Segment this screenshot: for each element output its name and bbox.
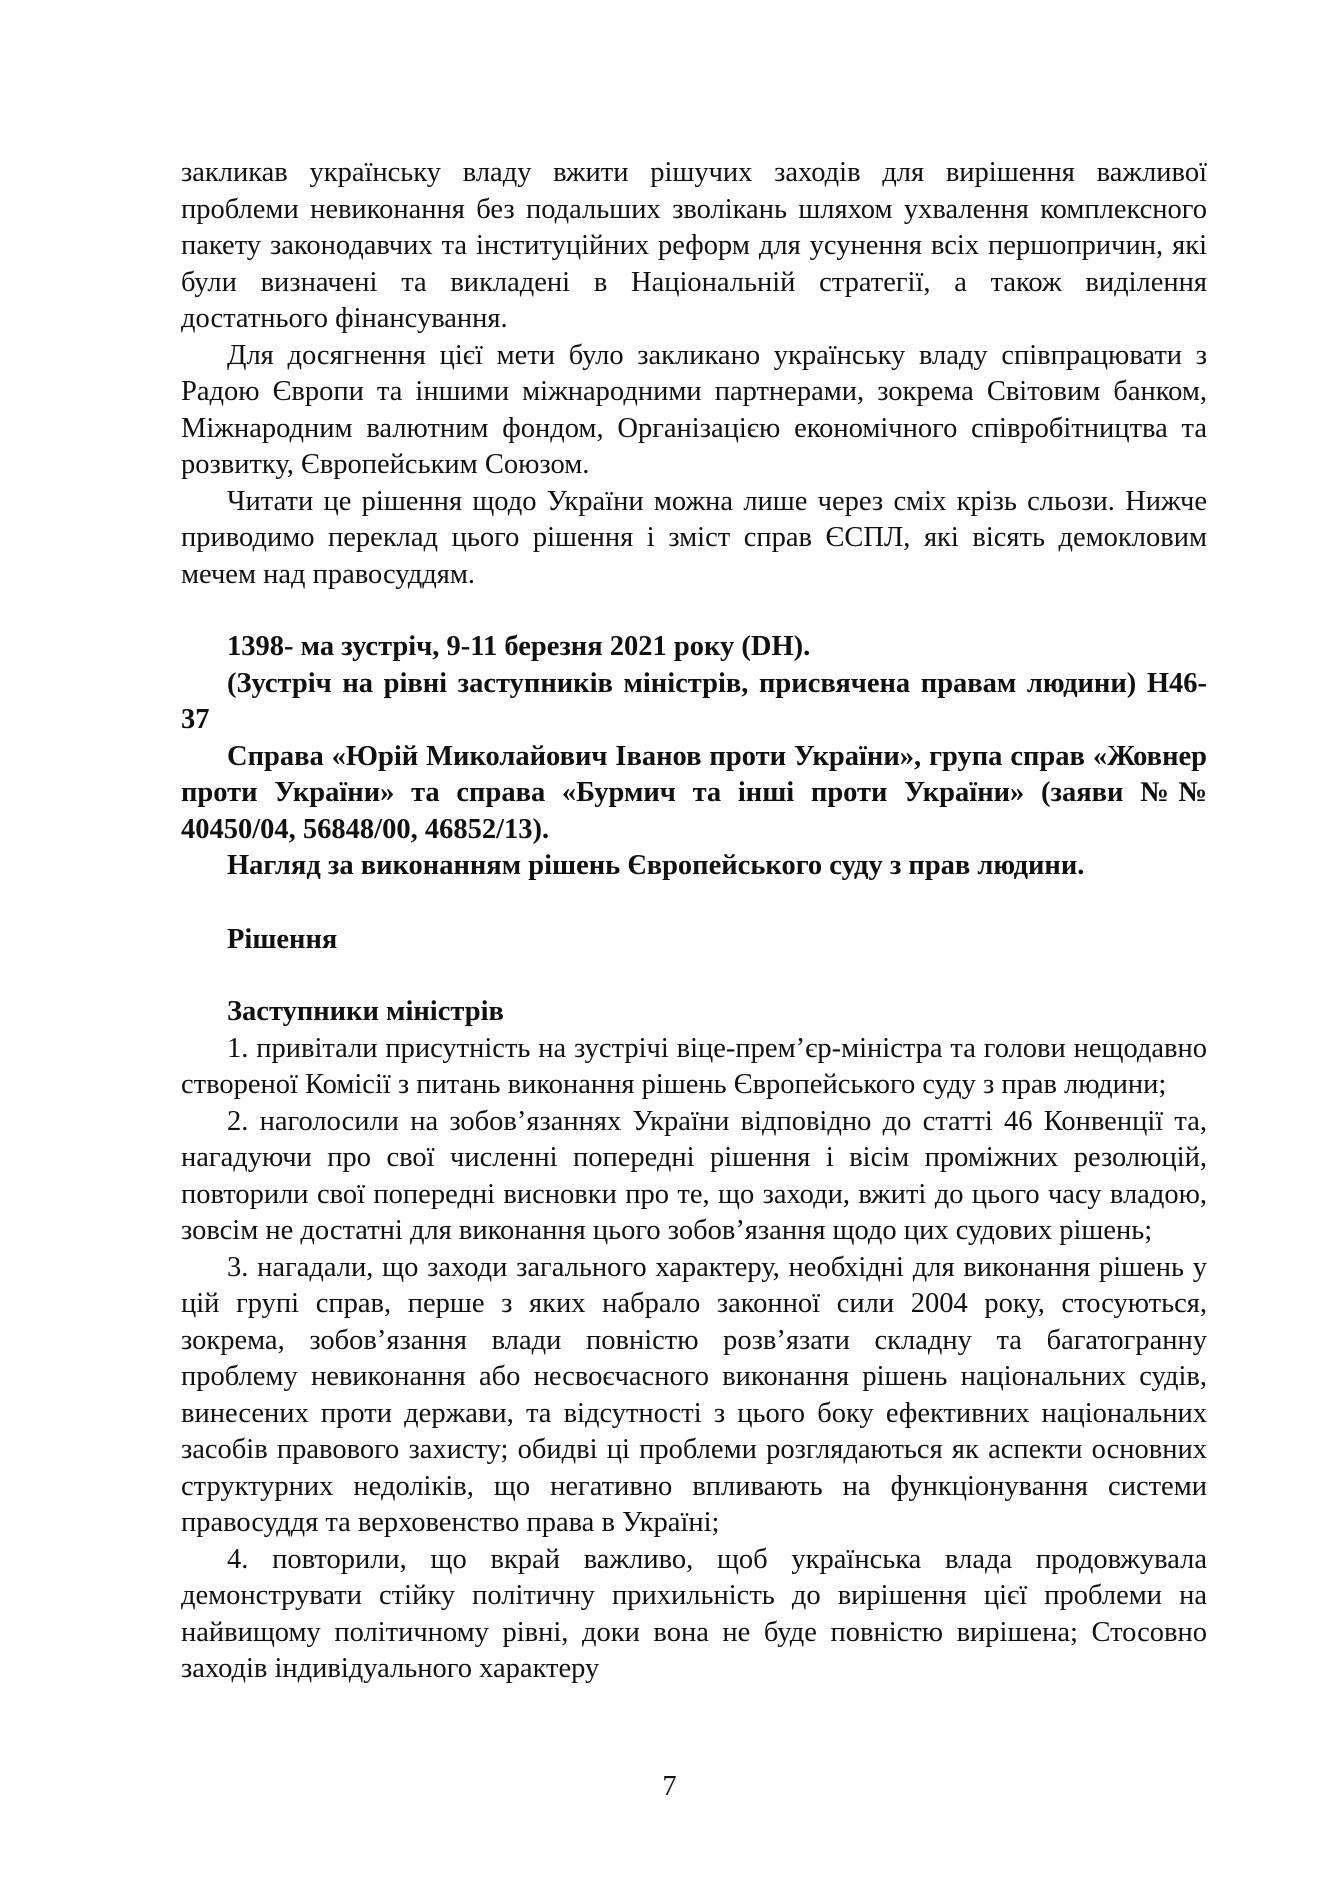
supervision-line: Нагляд за виконанням рішень Європейського суду з прав людини.	[227, 850, 1085, 881]
paragraph-intro-cooperation: Для досягнення цієї мети було закликано українську владу співпрацювати з Радою Європи та іншими міжнародними партнерами, зокрема Світовим банком, Міжнародним валютним фондом, Організацією економічного співробітництва та розвитку, Європейським Союзом.	[181, 339, 1207, 480]
document-body	[181, 155, 1207, 1688]
list-item: 2. наголосили на зобов’язаннях України відповідно до статті 46 Конвенції та, нагадуючи про свої численні попередні рішення і вісім проміжних резолюцій, повторили свої попередні висновки про те, що заходи, вжиті до цього часу владою, зовсім не достатні для виконання цього зобов’язання щодо цих судових рішень;	[181, 1105, 1207, 1246]
case-line: Справа «Юрій Миколайович Іванов проти України», група справ «Жовнер проти України» та справа «Бурмич та інші проти України» (заяви №№ 40450/04, 56848/00, 46852/13).	[181, 740, 1207, 845]
meeting-subline: (Зустріч на рівні заступників міністрів, присвячена правам людини) H46-37	[181, 667, 1207, 735]
paragraph-intro-continuation: закликав українську владу вжити рішучих заходів для вирішення важливої проблеми невиконання без подальших зволікань шляхом ухвалення комплексного пакету законодавчих та інституційних реформ для усунення всіх першопричин, які були визначені та викладені в Національній стратегії, а також виділення достатнього фінансування.	[181, 157, 1207, 334]
deputies-heading: Заступники міністрів	[227, 996, 504, 1027]
list-item: 3. нагадали, що заходи загального характеру, необхідні для виконання рішень у цій групі справ, перше з яких набрало законної сили 2004 року, стосуються, зокрема, зобов’язання влади повністю розв’язати складну та багатогранну проблему невиконання або несвоєчасного виконання рішень національних судів, винесених проти держави, та відсутності з цього боку ефективних національних засобів правового захисту; обидві ці проблеми розглядаються як аспекти основних структурних недоліків, що негативно впливають на функціонування системи правосуддя та верховенство права в Україні;	[181, 1251, 1207, 1538]
page-number: 7	[662, 1771, 677, 1802]
decision-heading: Рішення	[227, 923, 338, 955]
list-item: 4. повторили, що вкрай важливо, щоб українська влада продовжувала демонструвати стійку політичну прихильність до вирішення цієї проблеми на найвищому політичному рівні, доки вона не буде повністю вирішена; Стосовно заходів індивідуального характеру	[181, 1543, 1207, 1684]
paragraph-intro-commentary: Читати це рішення щодо України можна лише через сміх крізь сльози. Нижче приводимо переклад цього рішення і зміст справ ЄСПЛ, які вісять демокловим мечем над правосуддям.	[181, 485, 1207, 590]
meeting-line: 1398- ма зустріч, 9-11 березня 2021 року (DH).	[227, 631, 811, 662]
list-item: 1. привітали присутність на зустрічі віце-прем’єр-міністра та голови нещодавно створеної Комісії з питань виконання рішень Європейського суду з прав людини;	[181, 1032, 1207, 1100]
